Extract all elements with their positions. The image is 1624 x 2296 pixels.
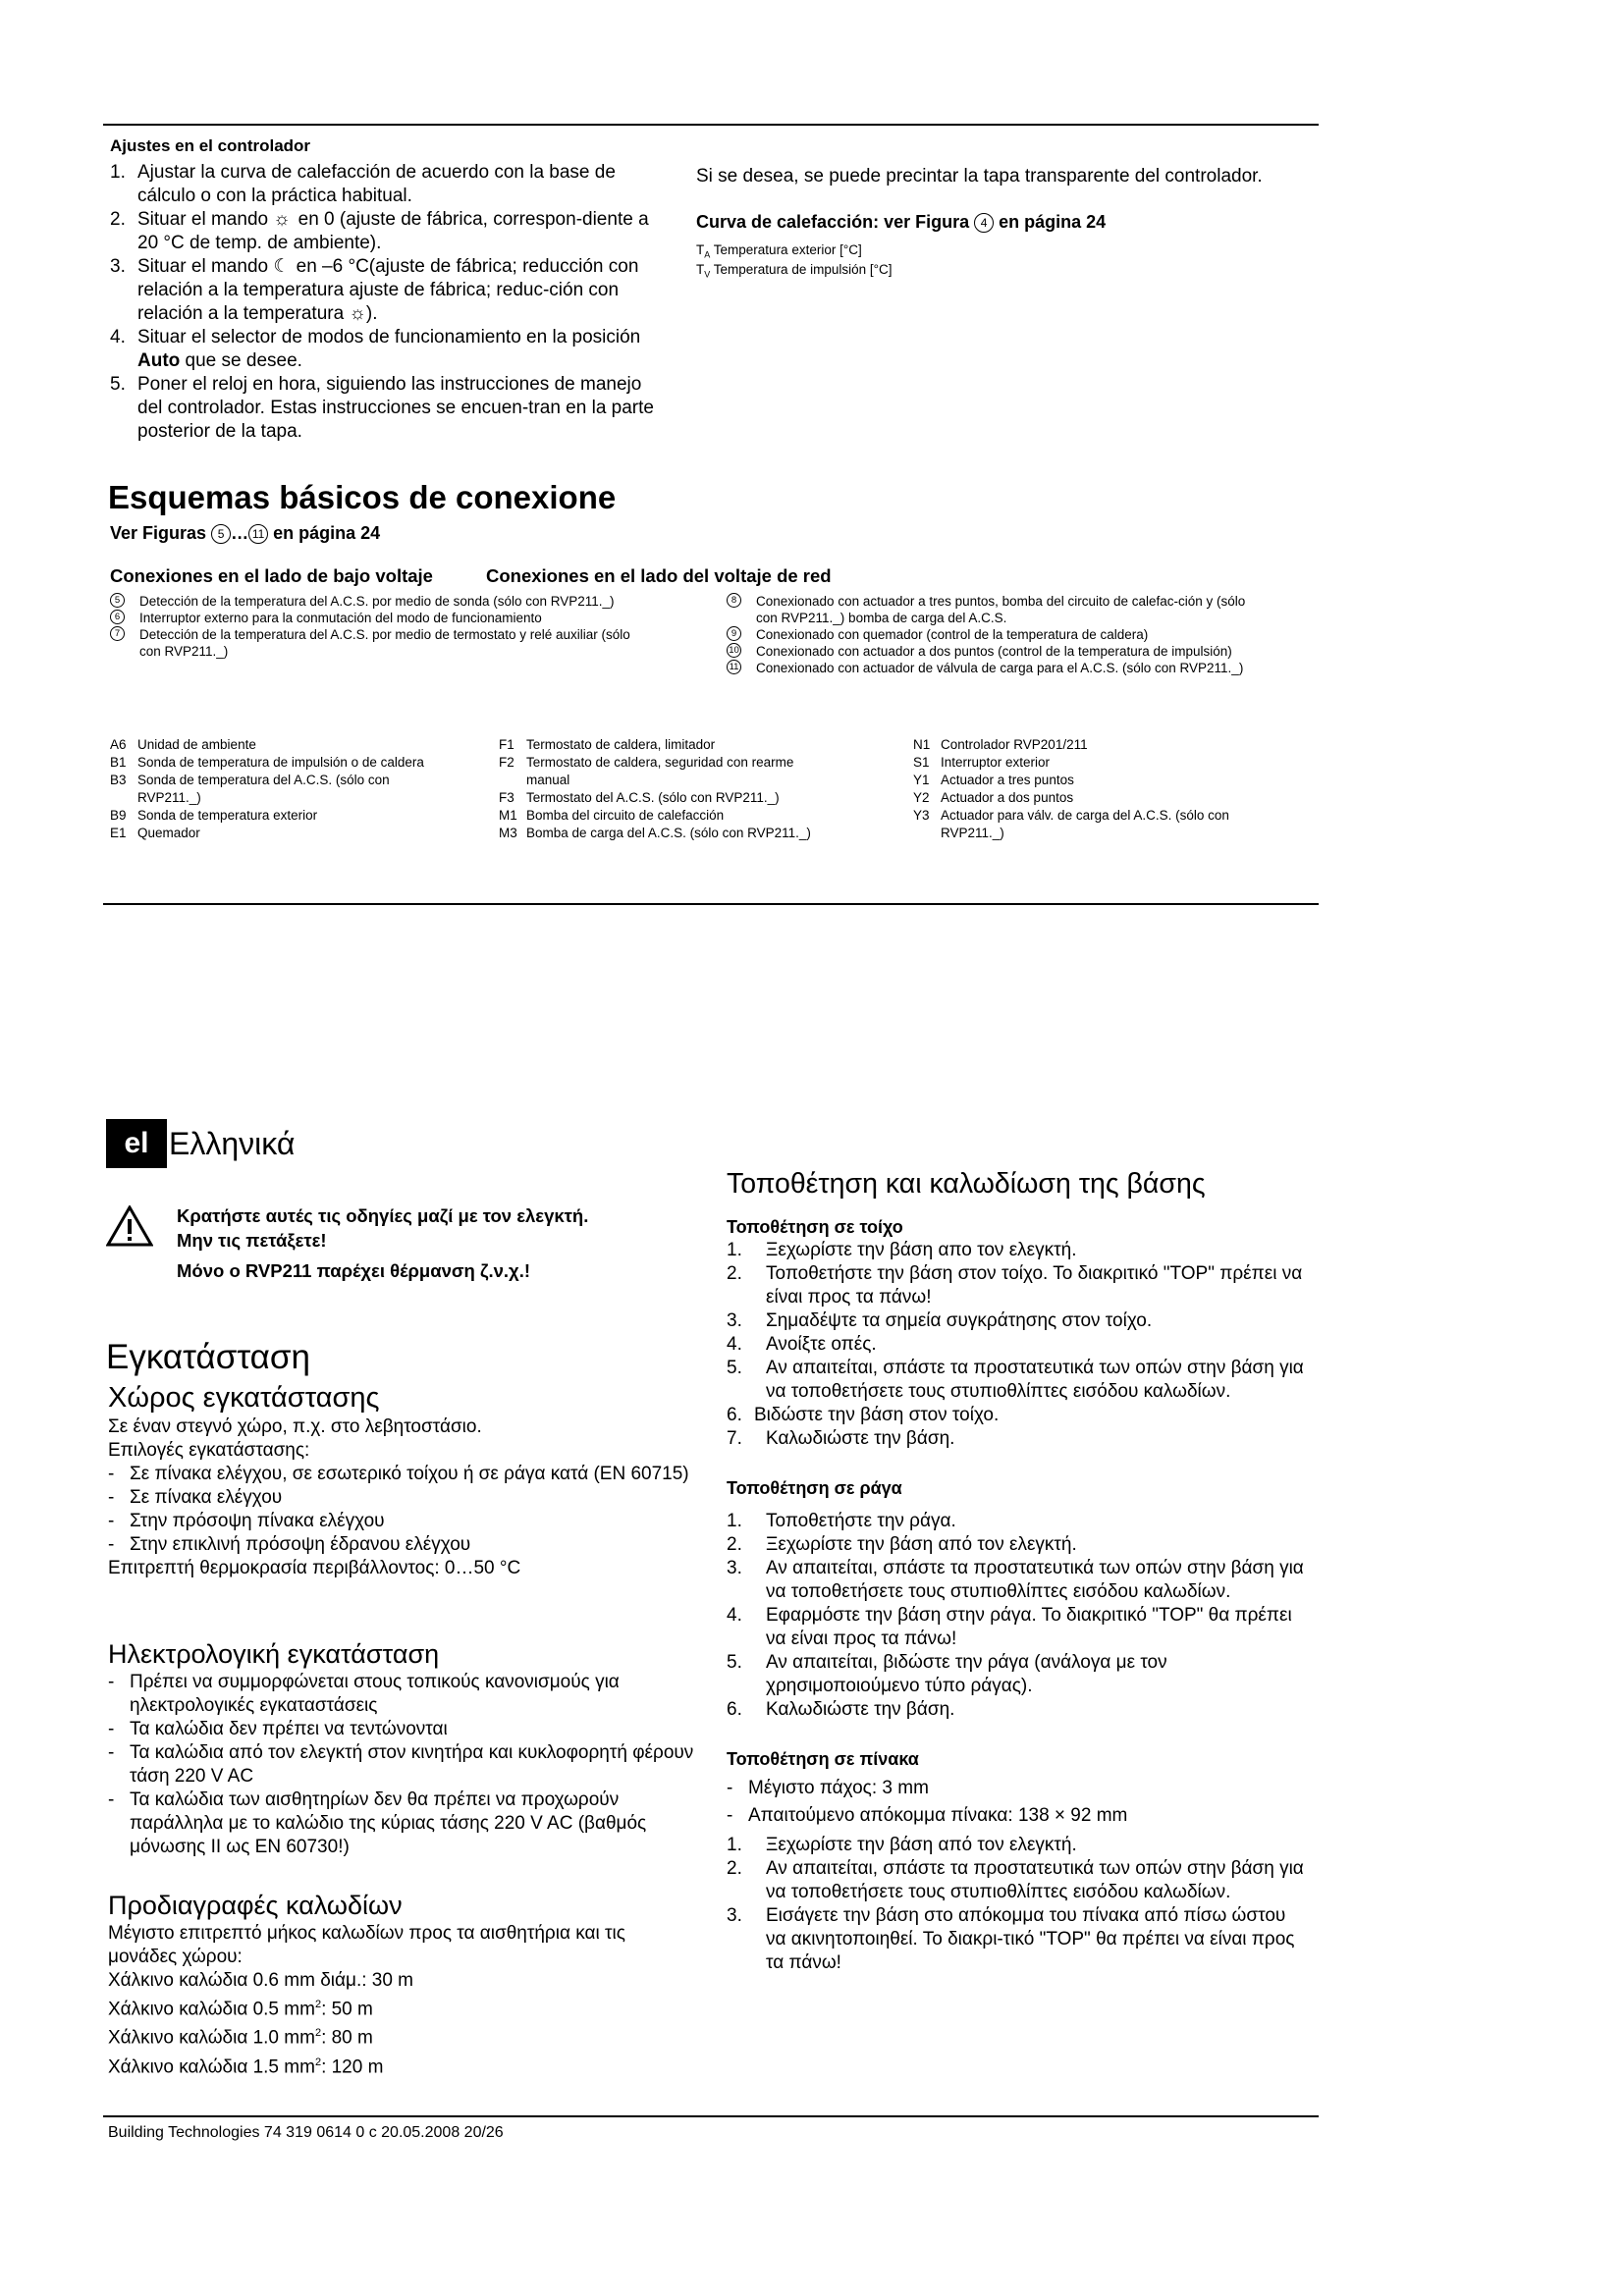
- mount-section: [727, 1166, 1306, 1975]
- panel-steps: [727, 1834, 1306, 1975]
- list-item: - Στην επικλινή πρόσοψη έδρανου ελέγχου: [108, 1534, 471, 1555]
- ajustes-title: Ajustes en el controlador: [110, 136, 311, 155]
- space-text-1: Σε έναν στεγνό χώρο, π.χ. στο λεβητοστάσιο.: [108, 1416, 482, 1437]
- list-item: 10 Conexionado con actuador a dos puntos (control de la temperatura de impulsión): [727, 643, 1257, 660]
- cable-spec: Χάλκινο καλώδια 1.5 $mm^2$: 120 m: [108, 2056, 384, 2077]
- list-item: 6 Interruptor externo para la conmutación del modo de funcionamiento: [110, 610, 640, 626]
- space-section: [108, 1380, 697, 1580]
- figure-4-marker: 4: [974, 213, 994, 233]
- list-item: 3. Εισάγετε την βάση στο απόκομμα του πίνακα από πίσω ώστου να ακινητοποιηθεί. Το διακρι-τικό "TOP" θα πρέπει να είναι προς τα πάνω!: [727, 1905, 1295, 1973]
- legend-item: E1 Quemador: [110, 826, 200, 840]
- list-item: - Σε πίνακα ελέγχου, σε εσωτερικό τοίχου ή σε ράγα κατά (EN 60715): [108, 1464, 689, 1484]
- mount-heading: Τοποθέτηση και καλωδίωση της βάσης: [727, 1168, 1206, 1200]
- list-item: 11 Conexionado con actuador de válvula de carga para el A.C.S. (sólo con RVP211._): [727, 660, 1257, 676]
- precinto-text: Si se desea, se puede precintar la tapa transparente del controlador.: [696, 166, 1263, 187]
- list-item: 1. Ξεχωρίστε την βάση από τον ελεγκτή.: [727, 1835, 1077, 1855]
- list-item: - Τα καλώδια από τον ελεγκτή στον κινητήρα και κυκλοφορητή φέρουν τάση 220 V AC: [108, 1742, 694, 1787]
- electrical-list: [108, 1671, 697, 1859]
- sun-icon: ☼: [273, 209, 291, 230]
- legend-item: B1 Sonda de temperatura de impulsión o de caldera: [110, 755, 424, 770]
- curva-ta: $T_A$ Temperatura exterior [°C]: [696, 242, 862, 260]
- list-item: 5. Αν απαιτείται, βιδώστε την ράγα (ανάλογα με τον χρησιμοποιούμενο τύπο ράγας).: [727, 1652, 1167, 1696]
- legend-item: N1 Controlador RVP201/211: [913, 737, 1088, 752]
- legend-item: S1 Interruptor exterior: [913, 755, 1051, 770]
- list-item: - Μέγιστο πάχος: 3 mm: [727, 1778, 929, 1798]
- legend-item: Y1 Actuador a tres puntos: [913, 773, 1074, 787]
- list-item: 2. Τοποθετήστε την βάση στον τοίχο. Το διακριτικό "TOP" πρέπει να είναι προς τα πάνω!: [727, 1263, 1303, 1308]
- ajustes-item-4: 4. Situar el selector de modos de funcionamiento en la posición Auto que se desee.: [110, 327, 641, 371]
- list-item: - Πρέπει να συμμορφώνεται στους τοπικούς κανονισμούς για ηλεκτρολογικές εγκαταστάσεις: [108, 1672, 620, 1716]
- legend-item: Y2 Actuador a dos puntos: [913, 790, 1074, 805]
- moon-icon: ☾: [273, 256, 291, 277]
- list-item: 2. Αν απαιτείται, σπάστε τα προστατευτικά των οπών στην βάση για να τοποθετήσετε τους στυπιοθλίπτες εισόδου καλωδίων.: [727, 1858, 1304, 1902]
- curva-tv: $T_V$ Temperatura de impulsión [°C]: [696, 262, 893, 280]
- legend-item: B3 Sonda de temperatura del A.C.S. (sólo con RVP211._): [110, 773, 390, 805]
- legend-item: A6 Unidad de ambiente: [110, 737, 256, 752]
- ajustes-item-5: 5. Poner el reloj en hora, siguiendo las instrucciones de manejo del controlador. Estas instrucciones se encuen-tran en la parte posterior de la tapa.: [110, 374, 654, 442]
- legend-col-1: [110, 736, 444, 842]
- list-item: - Σε πίνακα ελέγχου: [108, 1487, 283, 1508]
- sun-icon: ☼: [349, 303, 366, 324]
- warning-icon: [106, 1205, 153, 1247]
- list-item: - Τα καλώδια δεν πρέπει να τεντώνονται: [108, 1719, 448, 1739]
- electrical-heading: Ηλεκτρολογική εγκατάσταση: [108, 1639, 440, 1669]
- legend-item: Y3 Actuador para válv. de carga del A.C.S. (sólo con RVP211._): [913, 808, 1229, 840]
- legend-item: F1 Termostato de caldera, limitador: [499, 737, 716, 752]
- install-heading: Εγκατάσταση: [106, 1338, 310, 1376]
- footer-rule: [103, 2115, 1319, 2117]
- legend-item: F3 Termostato del A.C.S. (sólo con RVP211._): [499, 790, 780, 805]
- panel-title: Τοποθέτηση σε πίνακα: [727, 1749, 919, 1769]
- cable-spec: Χάλκινο καλώδια 0.6 mm διάμ.: 30 m: [108, 1970, 414, 1991]
- list-item: 4. Εφαρμόστε την βάση στην ράγα. Το διακριτικό "TOP" θα πρέπει να είναι προς τα πάνω!: [727, 1605, 1292, 1649]
- list-item: 6. Βιδώστε την βάση στον τοίχο.: [727, 1405, 1000, 1425]
- list-item: 1. Ξεχωρίστε την βάση απο τον ελεγκτή.: [727, 1240, 1077, 1260]
- list-item: 9 Conexionado con quemador (control de la temperatura de caldera): [727, 626, 1257, 643]
- legend-col-3: [913, 736, 1237, 842]
- legend-item: F2 Termostato de caldera, seguridad con rearme manual: [499, 755, 794, 787]
- electrical-section: [108, 1637, 697, 1859]
- list-item: 4. Ανοίξτε οπές.: [727, 1334, 877, 1355]
- list-item: - Στην πρόσοψη πίνακα ελέγχου: [108, 1511, 385, 1531]
- list-item: 7. Καλωδιώστε την βάση.: [727, 1428, 955, 1449]
- legend-item: M3 Bomba de carga del A.C.S. (sólo con RVP211._): [499, 826, 811, 840]
- wall-title: Τοποθέτηση σε τοίχο: [727, 1217, 903, 1237]
- figure-5-marker: 5: [211, 524, 231, 544]
- cables-section: [108, 1889, 697, 2079]
- cable-spec: Χάλκινο καλώδια 0.5 $mm^2$: 50 m: [108, 1999, 373, 2020]
- language-title: Ελληνικά: [169, 1126, 296, 1161]
- ajustes-item-3: 3. Situar el mando ☾ en –6 °C(ajuste de fábrica; reducción con relación a la temperatura ajuste de fábrica; reduc-ción con relación a la temperatura ☼).: [110, 256, 639, 324]
- space-heading: Χώρος εγκατάστασης: [108, 1382, 380, 1414]
- list-item: 5. Αν απαιτείται, σπάστε τα προστατευτικά των οπών στην βάση για να τοποθετήσετε τους στυπιοθλίπτες εισόδου καλωδίων.: [727, 1358, 1304, 1402]
- ajustes-item-2: 2. Situar el mando ☼ en 0 (ajuste de fábrica, correspon-diente a 20 °C de temp. de ambiente).: [110, 209, 649, 253]
- list-item: 7 Detección de la temperatura del A.C.S. por medio de termostato y relé auxiliar (sólo con RVP211._): [110, 626, 640, 660]
- section-rule: [103, 903, 1319, 905]
- curva-title: Curva de calefacción: ver Figura 4 en página 24: [696, 212, 1107, 232]
- list-item: - Απαιτούμενο απόκομμα πίνακα: 138 × 92 mm: [727, 1805, 1128, 1826]
- warning-text: Κρατήστε αυτές τις οδηγίες μαζί με τον ελεγκτή. Μην τις πετάξετε! Μόνο ο RVP211 παρέχει θέρμανση ζ.ν.χ.!: [177, 1205, 589, 1281]
- rail-steps: [727, 1510, 1306, 1722]
- list-item: 2. Ξεχωρίστε την βάση από τον ελεγκτή.: [727, 1534, 1077, 1555]
- footer-text: Building Technologies 74 319 0614 0 c 20.05.2008 20/26: [108, 2124, 504, 2141]
- cables-heading: Προδιαγραφές καλωδίων: [108, 1891, 403, 1920]
- space-temp: Επιτρεπτή θερμοκρασία περιβάλλοντος: 0…50 °C: [108, 1558, 521, 1578]
- list-item: 3. Σημαδέψτε τα σημεία συγκράτησης στον τοίχο.: [727, 1310, 1153, 1331]
- cable-spec: Χάλκινο καλώδια 1.0 $mm^2$: 80 m: [108, 2027, 373, 2049]
- space-options: [108, 1463, 697, 1557]
- list-item: 6. Καλωδιώστε την βάση.: [727, 1699, 955, 1720]
- list-item: 1. Τοποθετήστε την ράγα.: [727, 1511, 956, 1531]
- list-item: - Τα καλώδια των αισθητηρίων δεν θα πρέπει να προχωρούν παράλληλα με το καλώδιο της κύριας τάσης 220 V AC (βαθμός μόνωσης II ως EN 60730!): [108, 1789, 647, 1857]
- legend-item: M1 Bomba del circuito de calefacción: [499, 808, 725, 823]
- low-voltage-title: Conexiones en el lado de bajo voltaje: [110, 565, 433, 586]
- rail-title: Τοποθέτηση σε ράγα: [727, 1478, 902, 1498]
- mains-voltage-title: Conexiones en el lado del voltaje de red: [486, 565, 832, 586]
- cables-intro: Μέγιστο επιτρεπτό μήκος καλωδίων προς τα αισθητήρια και τις μονάδες χώρου:: [108, 1923, 625, 1967]
- space-text-2: Επιλογές εγκατάστασης:: [108, 1440, 310, 1461]
- figure-11-marker: 11: [248, 524, 268, 544]
- ajustes-list: [110, 161, 660, 444]
- list-item: 8 Conexionado con actuador a tres puntos, bomba del circuito de calefac-ción y (sólo con RVP211._) bomba de carga del A.C.S.: [727, 593, 1257, 626]
- panel-requirements: [727, 1775, 1306, 1830]
- list-item: 5 Detección de la temperatura del A.C.S. por medio de sonda (sólo con RVP211._): [110, 593, 640, 610]
- language-badge: el: [106, 1119, 167, 1168]
- esquemas-subtitle: Ver Figuras 5 … 11 en página 24: [110, 523, 381, 543]
- legend-col-2: [499, 736, 823, 842]
- list-item: 3. Αν απαιτείται, σπάστε τα προστατευτικά των οπών στην βάση για να τοποθετήσετε τους στυπιοθλίπτες εισόδου καλωδίων.: [727, 1558, 1304, 1602]
- wall-steps: [727, 1239, 1306, 1451]
- ajustes-section: [110, 135, 660, 444]
- top-rule: [103, 124, 1319, 126]
- low-voltage-list: [110, 593, 640, 660]
- esquemas-heading: Esquemas básicos de conexione: [108, 479, 617, 515]
- legend-item: B9 Sonda de temperatura exterior: [110, 808, 318, 823]
- ajustes-item-1: 1. Ajustar la curva de calefacción de acuerdo con la base de cálculo o con la práctica habitual.: [110, 162, 616, 206]
- mains-voltage-list: [727, 593, 1257, 676]
